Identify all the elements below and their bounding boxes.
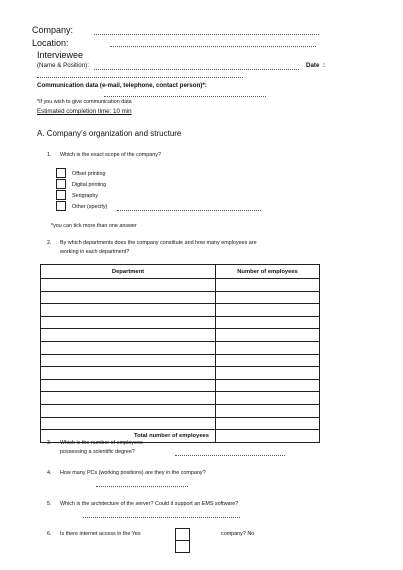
q4-answer-field[interactable] bbox=[96, 486, 188, 487]
digital-printing-label: Digital printing bbox=[72, 182, 107, 188]
employees-cell[interactable] bbox=[216, 341, 320, 354]
q2-text-line2: working in each department? bbox=[60, 249, 130, 255]
q1-text: Which is the exact scope of the company? bbox=[60, 152, 161, 158]
section-a-title: A. Company’s organization and structure bbox=[37, 129, 182, 138]
q2-number: 2. bbox=[47, 240, 52, 246]
q3-number: 3. bbox=[47, 440, 52, 446]
employees-column-header: Number of employees bbox=[216, 265, 320, 279]
table-row bbox=[41, 379, 320, 392]
table-row bbox=[41, 291, 320, 304]
department-cell[interactable] bbox=[41, 379, 216, 392]
q3-answer-field[interactable] bbox=[175, 455, 285, 456]
employees-cell[interactable] bbox=[216, 316, 320, 329]
company-label: Company: bbox=[32, 25, 74, 35]
employees-cell[interactable] bbox=[216, 367, 320, 380]
q5-answer-field[interactable] bbox=[83, 517, 240, 518]
employees-cell[interactable] bbox=[216, 279, 320, 292]
department-cell[interactable] bbox=[41, 279, 216, 292]
table-row bbox=[41, 341, 320, 354]
employees-cell[interactable] bbox=[216, 379, 320, 392]
q5-number: 5. bbox=[47, 501, 52, 507]
department-cell[interactable] bbox=[41, 304, 216, 317]
employees-cell[interactable] bbox=[216, 304, 320, 317]
completion-time: Estimated completion time: 10 min bbox=[37, 108, 132, 115]
q1-number: 1. bbox=[47, 152, 52, 158]
department-cell[interactable] bbox=[41, 404, 216, 417]
q4-text: How many PCs (working positions) are they in the company? bbox=[60, 470, 206, 476]
table-header-row bbox=[41, 265, 320, 279]
serigraphy-label: Serigraphy bbox=[72, 193, 99, 199]
table-row bbox=[41, 304, 320, 317]
q2-text-line1: By which departments does the company constitute and how many employees are bbox=[60, 240, 257, 246]
date-label: Date bbox=[306, 62, 320, 69]
table-row bbox=[41, 279, 320, 292]
table-row bbox=[41, 354, 320, 367]
table-row bbox=[41, 329, 320, 342]
comm-note: *If you wish to give communication data bbox=[37, 99, 132, 105]
comm-data-field[interactable] bbox=[104, 96, 266, 97]
employees-cell[interactable] bbox=[216, 329, 320, 342]
department-cell[interactable] bbox=[41, 341, 216, 354]
department-table bbox=[40, 264, 320, 443]
q1-note: *you can tick more than one answer bbox=[51, 223, 137, 229]
department-cell[interactable] bbox=[41, 417, 216, 430]
department-cell[interactable] bbox=[41, 392, 216, 405]
department-cell[interactable] bbox=[41, 367, 216, 380]
table-row bbox=[41, 367, 320, 380]
name-position-field[interactable] bbox=[94, 69, 299, 70]
digital-printing-checkbox[interactable] bbox=[56, 179, 66, 189]
department-cell[interactable] bbox=[41, 316, 216, 329]
serigraphy-checkbox[interactable] bbox=[56, 190, 66, 200]
q6-number: 6. bbox=[47, 531, 52, 537]
interviewee-field-extra[interactable] bbox=[37, 77, 243, 78]
department-cell[interactable] bbox=[41, 291, 216, 304]
department-cell[interactable] bbox=[41, 354, 216, 367]
employees-cell[interactable] bbox=[216, 291, 320, 304]
interviewee-label: Interviewee bbox=[37, 50, 84, 60]
table-row bbox=[41, 417, 320, 430]
q6-text-a: Is there internet access in the Yes bbox=[60, 531, 141, 537]
q6-text-b: company? No bbox=[221, 531, 255, 537]
department-column-header: Department bbox=[41, 265, 216, 279]
employees-cell[interactable] bbox=[216, 404, 320, 417]
date-colon: : bbox=[323, 62, 326, 69]
no-checkbox[interactable] bbox=[175, 540, 190, 553]
employees-cell[interactable] bbox=[216, 392, 320, 405]
company-field[interactable] bbox=[94, 34, 319, 35]
table-row bbox=[41, 316, 320, 329]
name-position-label: (Name & Position): bbox=[37, 62, 89, 69]
other-label: Other (specify) bbox=[72, 204, 108, 210]
employees-cell[interactable] bbox=[216, 417, 320, 430]
total-label: Total number of employees bbox=[41, 430, 216, 443]
q4-number: 4. bbox=[47, 470, 52, 476]
location-field[interactable] bbox=[110, 46, 316, 47]
q3-text-line2: possessing a scientific degree? bbox=[60, 449, 135, 455]
total-employees-cell[interactable] bbox=[216, 430, 320, 443]
q3-text-line1: Which is the number of employees bbox=[60, 440, 143, 446]
offset-printing-checkbox[interactable] bbox=[56, 168, 66, 178]
department-cell[interactable] bbox=[41, 329, 216, 342]
table-row bbox=[41, 404, 320, 417]
offset-printing-label: Offset printing bbox=[72, 171, 106, 177]
other-specify-field[interactable] bbox=[117, 210, 261, 211]
table-row bbox=[41, 392, 320, 405]
q5-text: Which is the architecture of the server? Could it support an EMS software? bbox=[60, 501, 239, 507]
other-checkbox[interactable] bbox=[56, 201, 66, 211]
employees-cell[interactable] bbox=[216, 354, 320, 367]
comm-data-label: Communication data (e-mail, telephone, contact person)*: bbox=[37, 82, 207, 89]
location-label: Location: bbox=[32, 38, 69, 48]
